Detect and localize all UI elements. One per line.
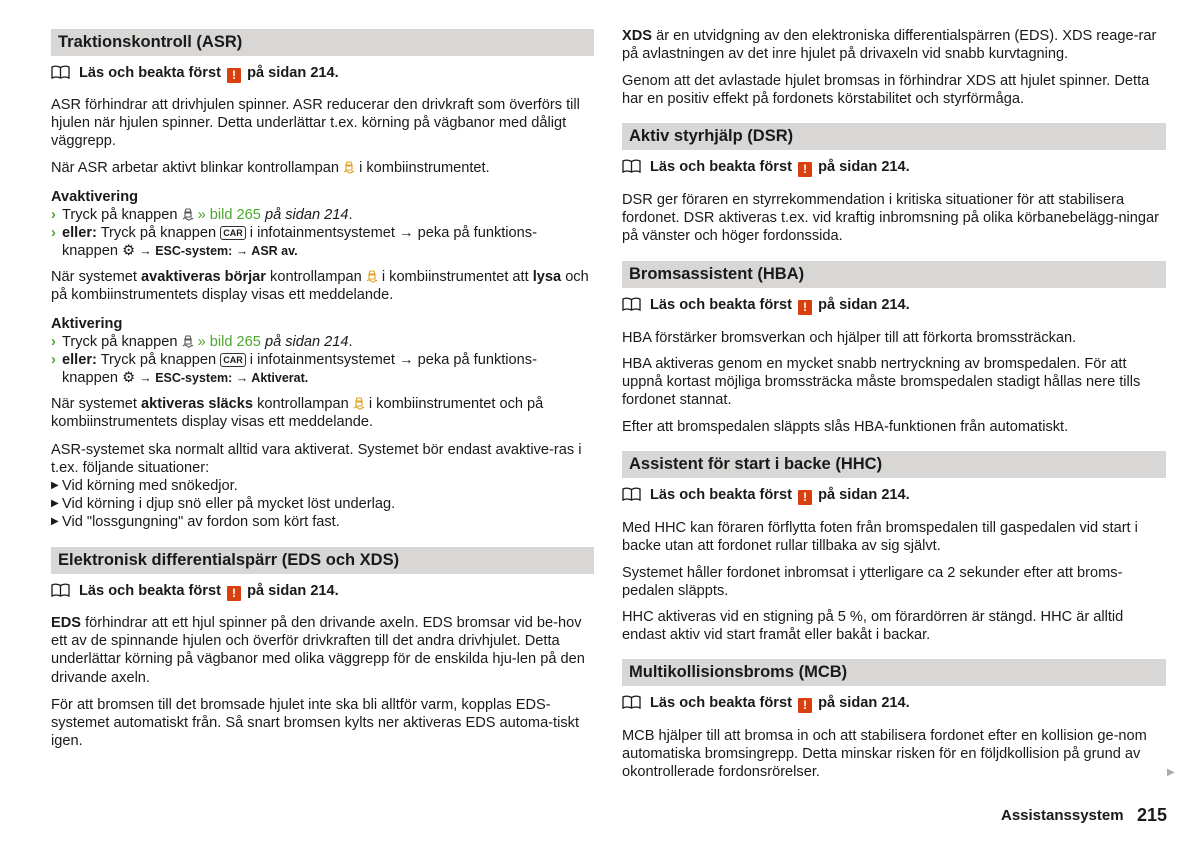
section-heading-asr: Traktionskontroll (ASR) xyxy=(51,29,594,56)
paragraph: När systemet avaktiveras börjar kontrollampan i kombiinstrumentet att lysa och på kombiinstrumentets display visas ett meddelande. xyxy=(51,269,589,304)
asr-lamp-icon xyxy=(366,270,378,283)
step-item-continued: knappen ⚙ → ESC-system: → ASR av. xyxy=(62,243,298,259)
page-number: 215 xyxy=(1137,805,1168,825)
book-icon xyxy=(622,487,641,501)
paragraph: ASR förhindrar att drivhjulen spinner. ASR reducerar den drivkraft som överförs till hjulen när hjulen spinner. Detta underlättar t.ex. körning på vägbanor med dåligt väggrepp. xyxy=(51,97,580,150)
settings-icon: ⚙ xyxy=(122,370,136,386)
paragraph: MCB hjälper till att bromsa in och att stabilisera fordonet efter en kollision ge-nom automatiska bromsingrepp. Detta minskar risken för en följdkollision på grund av okontrollerade fordonsrörelser. xyxy=(622,728,1147,781)
section-heading-hba: Bromsassistent (HBA) xyxy=(622,261,1166,288)
step-item-continued: knappen ⚙ → ESC-system: → Aktiverat. xyxy=(62,370,309,386)
bullet-item: ▶ Vid körning med snökedjor. xyxy=(51,478,238,494)
warning-icon: ! xyxy=(798,698,812,713)
section-heading-eds: Elektronisk differentialspärr (EDS och XDS) xyxy=(51,547,594,574)
asr-button-icon xyxy=(182,335,194,348)
car-button-icon: CAR xyxy=(220,353,246,367)
book-icon xyxy=(51,583,70,597)
book-icon xyxy=(622,695,641,709)
paragraph: HBA aktiveras genom en mycket snabb nertryckning av bromspedalen. För att uppnå kortast möjliga bromssträcka måste bromspedalen stadigt hållas nere tills fordonet stannat. xyxy=(622,356,1141,409)
bullet-item: ▶ Vid "lossgungning" av fordon som kört fast. xyxy=(51,514,340,530)
section-heading-dsr: Aktiv styrhjälp (DSR) xyxy=(622,123,1166,150)
settings-icon: ⚙ xyxy=(122,243,136,259)
subheading-activation: Aktivering xyxy=(51,316,123,332)
paragraph: Med HHC kan föraren förflytta foten från bromspedalen till gaspedalen vid start i backe utan att fordonet rullar tillbaka av sig självt. xyxy=(622,520,1138,555)
book-icon xyxy=(622,159,641,173)
reference-line: Läs och beakta först ! på sidan 214. xyxy=(622,295,910,315)
paragraph: Genom att det avlastade hjulet bromsas in förhindrar XDS att hjulet spinner. Detta har en positiv effekt på fordonets körstabilitet och styrförmåga. xyxy=(622,73,1150,108)
car-button-icon: CAR xyxy=(220,226,246,240)
paragraph: Efter att bromspedalen släppts slås HBA-funktionen från automatiskt. xyxy=(622,419,1069,435)
reference-line: Läs och beakta först ! på sidan 214. xyxy=(622,157,910,177)
paragraph: När ASR arbetar aktivt blinkar kontrollampan i kombiinstrumentet. xyxy=(51,160,490,176)
step-item: › Tryck på knappen » bild 265 på sidan 214. xyxy=(51,207,353,223)
step-item: › eller: Tryck på knappen CAR i infotainmentsystemet → peka på funktions- xyxy=(51,225,537,241)
continue-arrow-icon: ▶ xyxy=(1167,767,1175,778)
reference-line: Läs och beakta först ! på sidan 214. xyxy=(622,693,910,713)
paragraph: DSR ger föraren en styrrekommendation i kritiska situationer för att stabilisera fordonet. DSR aktiveras t.ex. vid kraftig inbromsning på olika körbanebelägg-ningar på vänster och höger fordonssida. xyxy=(622,192,1160,245)
asr-lamp-icon xyxy=(353,397,365,410)
reference-line: Läs och beakta först ! på sidan 214. xyxy=(51,63,339,83)
bullet-item: ▶ Vid körning i djup snö eller på mycket löst underlag. xyxy=(51,496,396,512)
reference-line: Läs och beakta först ! på sidan 214. xyxy=(622,485,910,505)
step-item: › eller: Tryck på knappen CAR i infotainmentsystemet → peka på funktions- xyxy=(51,352,537,368)
warning-icon: ! xyxy=(798,162,812,177)
warning-icon: ! xyxy=(798,490,812,505)
paragraph: Systemet håller fordonet inbromsat i ytterligare ca 2 sekunder efter att broms-pedalen släppts. xyxy=(622,565,1123,600)
section-heading-mcb: Multikollisionsbroms (MCB) xyxy=(622,659,1166,686)
paragraph: HHC aktiveras vid en stigning på 5 %, om förardörren är stängd. HHC är alltid endast aktiv vid start framåt eller bakåt i backar. xyxy=(622,609,1124,644)
asr-lamp-icon xyxy=(343,161,355,174)
asr-button-icon xyxy=(182,208,194,221)
footer-chapter-title: Assistanssystem xyxy=(1001,807,1124,824)
section-heading-hhc: Assistent för start i backe (HHC) xyxy=(622,451,1166,478)
step-item: › Tryck på knappen » bild 265 på sidan 214. xyxy=(51,334,353,350)
reference-line: Läs och beakta först ! på sidan 214. xyxy=(51,581,339,601)
subheading-deactivation: Avaktivering xyxy=(51,189,139,205)
warning-icon: ! xyxy=(227,68,241,83)
paragraph: XDS är en utvidgning av den elektroniska differentialspärren (EDS). XDS reage-rar på avlastningen av det inre hjulet på drivaxeln vid snabb kurvtagning. xyxy=(622,28,1157,63)
figure-link[interactable]: » bild 265 xyxy=(197,334,261,350)
book-icon xyxy=(51,65,70,79)
paragraph: För att bromsen till det bromsade hjulet inte ska bli alltför varm, kopplas EDS-systemet automatiskt från. Så snart bromsen kylts ner aktiveras EDS automa-tiskt igen. xyxy=(51,697,579,750)
paragraph: När systemet aktiveras släcks kontrollampan i kombiinstrumentet och på kombiinstrumentets display visas ett meddelande. xyxy=(51,396,544,431)
paragraph: ASR-systemet ska normalt alltid vara aktiverat. Systemet bör endast avaktive-ras i t.ex. följande situationer: xyxy=(51,442,582,477)
warning-icon: ! xyxy=(798,300,812,315)
figure-link[interactable]: » bild 265 xyxy=(197,207,261,223)
warning-icon: ! xyxy=(227,586,241,601)
paragraph: EDS förhindrar att ett hjul spinner på den drivande axeln. EDS bromsar vid be-hov ett av de spinnande hjulen och överför drivkraften till det andra drivhjulet. Detta underlättar körning på vägbanor med olika väggrepp för de enskilda hju-len på den drivande axeln. xyxy=(51,615,585,686)
paragraph: HBA förstärker bromsverkan och hjälper till att förkorta bromssträckan. xyxy=(622,330,1077,346)
book-icon xyxy=(622,297,641,311)
